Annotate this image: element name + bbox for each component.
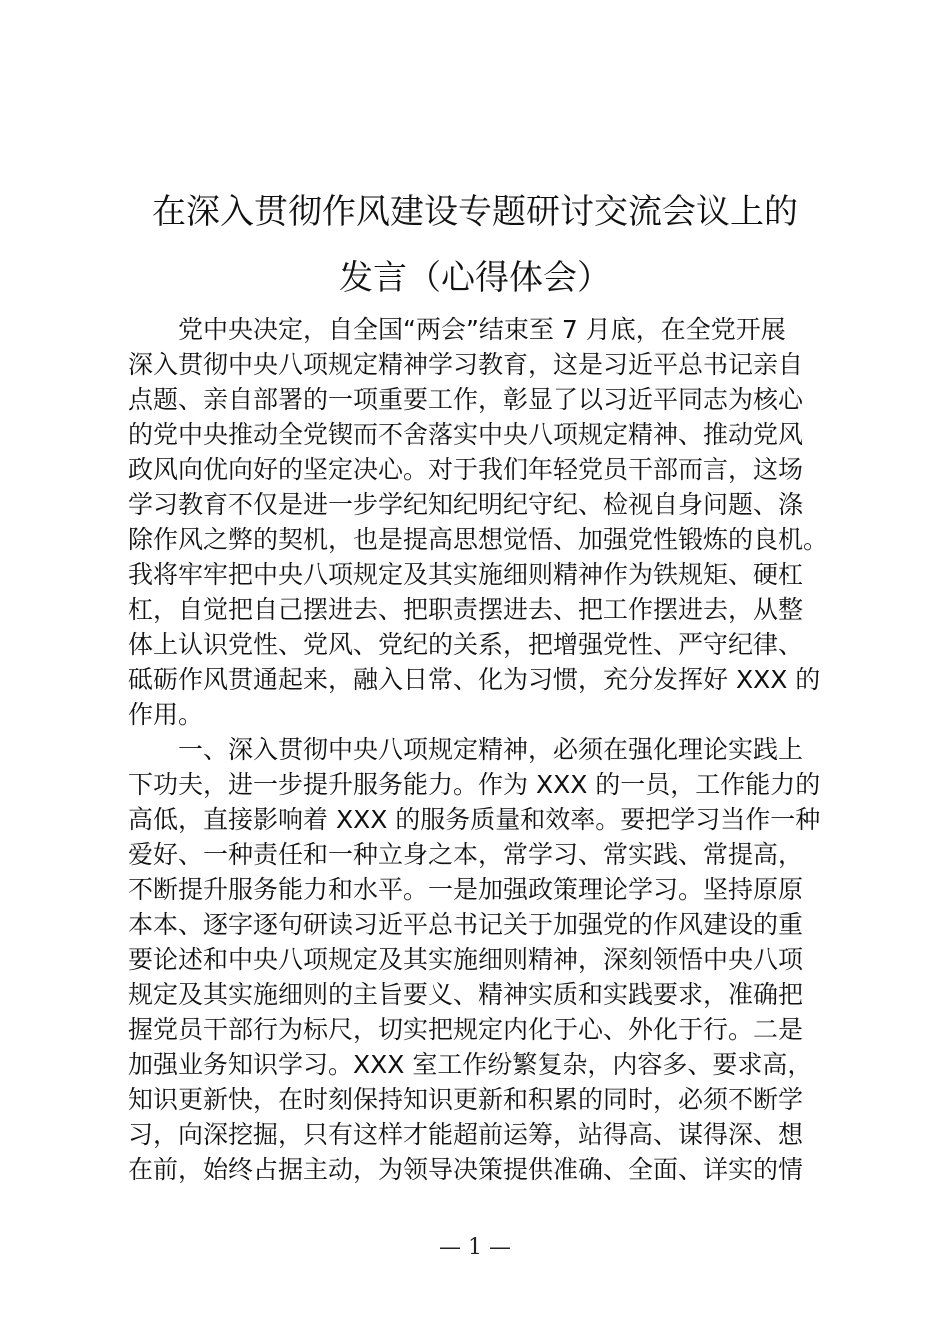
body-line: 爱好、一种责任和一种立身之本，常学习、常实践、常提高， — [128, 840, 804, 869]
page-number: — 1 — — [439, 1235, 511, 1260]
body-line: 习，向深挖掘，只有这样才能超前运筹，站得高、谋得深、想 — [128, 1120, 804, 1149]
body-line: 点题、亲自部署的一项重要工作，彰显了以习近平同志为核心 — [128, 385, 804, 414]
body-line: 除作风之弊的契机，也是提高思想觉悟、加强党性锻炼的良机。 — [128, 525, 829, 554]
body-line: 本本、逐字逐句研读习近平总书记关于加强党的作风建设的重 — [128, 910, 804, 939]
body-line: 我将牢牢把中央八项规定及其实施细则精神作为铁规矩、硬杠 — [128, 560, 804, 589]
body-line: 加强业务知识学习。XXX 室工作纷繁复杂，内容多、要求高， — [128, 1050, 813, 1079]
body-line: 规定及其实施细则的主旨要义、精神实质和实践要求，准确把 — [128, 980, 804, 1009]
body-line: 作用。 — [128, 700, 204, 729]
body-line: 砥砺作风贯通起来，融入日常、化为习惯，充分发挥好 XXX 的 — [128, 665, 821, 694]
body-line: 学习教育不仅是进一步学纪知纪明纪守纪、检视自身问题、涤 — [128, 490, 804, 519]
body-line: 不断提升服务能力和水平。一是加强政策理论学习。坚持原原 — [128, 875, 804, 904]
document-body — [128, 312, 840, 1187]
body-line: 高低，直接影响着 XXX 的服务质量和效率。要把学习当作一种 — [128, 805, 821, 834]
document-title-line-2: 发言（心得体会） — [339, 258, 611, 298]
body-line: 一、深入贯彻中央八项规定精神，必须在强化理论实践上 — [178, 735, 804, 764]
body-line: 的党中央推动全党锲而不舍落实中央八项规定精神、推动党风 — [128, 420, 804, 449]
body-line: 下功夫，进一步提升服务能力。作为 XXX 的一员，工作能力的 — [128, 770, 821, 799]
body-line: 政风向优向好的坚定决心。对于我们年轻党员干部而言，这场 — [128, 455, 804, 484]
body-line: 体上认识党性、党风、党纪的关系，把增强党性、严守纪律、 — [128, 630, 804, 659]
body-line: 深入贯彻中央八项规定精神学习教育，这是习近平总书记亲自 — [128, 350, 804, 379]
body-line: 知识更新快，在时刻保持知识更新和积累的同时，必须不断学 — [128, 1085, 804, 1114]
document-title-line-1: 在深入贯彻作风建设专题研讨交流会议上的 — [152, 192, 798, 232]
body-line: 握党员干部行为标尺，切实把规定内化于心、外化于行。二是 — [128, 1015, 804, 1044]
body-line: 杠，自觉把自己摆进去、把职责摆进去、把工作摆进去，从整 — [128, 595, 804, 624]
body-line: 要论述和中央八项规定及其实施细则精神，深刻领悟中央八项 — [128, 945, 804, 974]
body-line: 在前，始终占据主动，为领导决策提供准确、全面、详实的情 — [128, 1155, 804, 1184]
body-line: 党中央决定，自全国“两会”结束至 7 月底，在全党开展 — [178, 315, 786, 344]
